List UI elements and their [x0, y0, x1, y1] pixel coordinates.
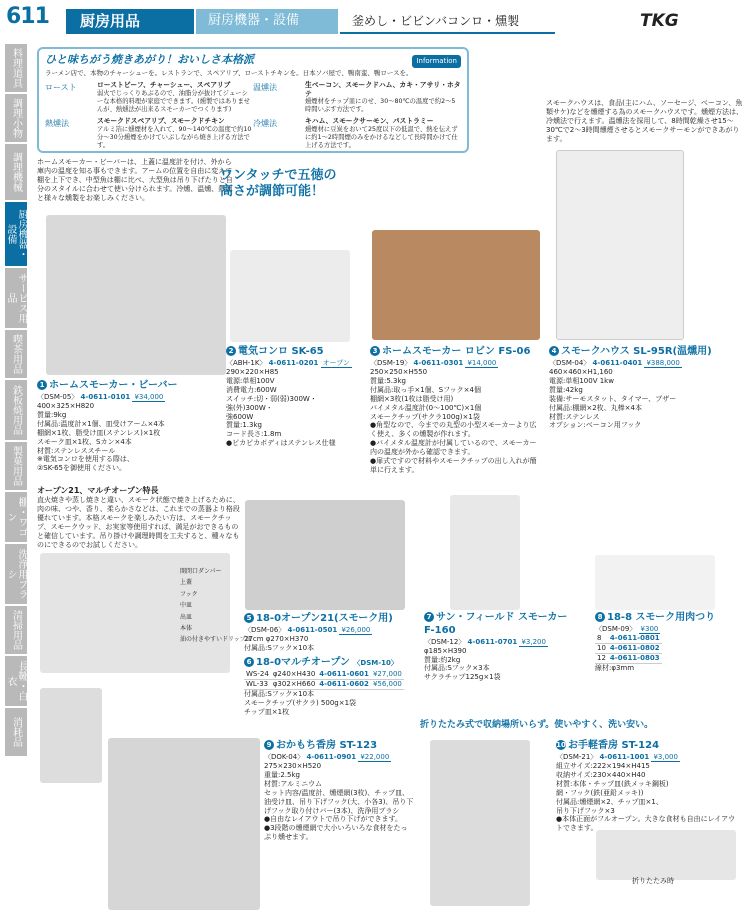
sidebar-tab[interactable]: サービス用品	[5, 268, 27, 328]
folded-label: 折りたたみ時	[632, 877, 674, 885]
product-7	[424, 612, 574, 682]
variant-row: WL-33 φ302×H660 4-0611-0602 ¥56,000	[246, 679, 402, 688]
product-code: 〈DSM-12〉 4-0611-0701 ¥3,200	[424, 637, 546, 646]
size-row: 10 4-0611-0802	[597, 643, 660, 652]
method-desc: スモークドスペアリブ、スモークドチキン アルミ箔に燻煙材を入れて、90〜140℃の温度で約10分〜30分燻煙をかけていぶしながら焼き上げる方法です。	[97, 117, 252, 150]
product-code: 〈DSM-04〉 4-0611-0401 ¥388,000	[549, 358, 680, 367]
product-specs: 460×460×H1,160 電源:単相100V 1kw 質量:42kg 装備:サーモスタット、タイマー、ブザー 付属品:棚網×2枚、丸棒×4本 材質:ステンレス オプション:ベーコン用フック	[549, 367, 677, 430]
beaver-smoker-image	[46, 215, 226, 375]
page-number: 611	[6, 4, 49, 29]
product-number: 7	[424, 612, 434, 622]
product-number: 2	[226, 346, 236, 356]
smokehouse-image	[556, 150, 684, 340]
information-badge: Information	[412, 55, 461, 68]
sidebar-tab[interactable]: 調理小物	[5, 94, 27, 142]
variant-row: WS-24 φ240×H430 4-0611-0601 ¥27,000	[246, 669, 402, 678]
brand-logo: TKG	[640, 11, 679, 31]
oven-part-labels: 開閉口ダンパー 上蓋 フック 中皿 出皿 本体 油の付きやすいドリップ皿	[180, 568, 252, 644]
product-specs: φ185×H390 質量:約2kg 付属品:Sフック×3本 サクラチップ125g×1袋	[424, 646, 501, 682]
info-title: ひと味ちがう焼きあがり！おいしさ本格派	[45, 53, 254, 66]
product-9	[264, 740, 414, 842]
folding-headline: 折りたたみ式で収納場所いらず。使いやすく、洗い安い。	[420, 720, 654, 730]
product-variants	[244, 670, 404, 690]
folded-image	[596, 830, 736, 880]
sunfield-image	[450, 495, 520, 610]
product-code: 〈DSM-09〉 ¥300	[595, 624, 659, 633]
sidebar-tab[interactable]: 消耗品	[5, 708, 27, 756]
product-code: 〈DSM-05〉 4-0611-0101 ¥34,000	[37, 392, 164, 401]
product-number: 1	[37, 380, 47, 390]
product-3	[370, 346, 542, 475]
product-specs: 線材:φ3mm	[595, 663, 635, 672]
product-10	[556, 740, 741, 833]
okamochi-small-image	[40, 688, 102, 783]
oven21-image	[245, 500, 405, 610]
method-name: ロースト	[45, 83, 77, 92]
product-specs: 290×220×H85 電源:単相100V 消費電力:600W スイッチ:切・弱(弱)300W・ 強(外)300W・ 強600W 質量:1.3kg コード長さ:1.8m ●ピカピカボディはステンレス仕様	[226, 367, 336, 448]
product-5	[244, 613, 393, 653]
oven-features-title: オープン21、マルチオープン特長	[37, 486, 159, 495]
product-8	[595, 612, 735, 673]
product-specs: 400×325×H820 質量:9kg 付属品:温度計×1個、皿受けアーム×4本 棚網×1枚、脂受け皿(ステンレス)×1枚 スモーク皿×1枚、Sカン×4本 材質:ステンレススチール ※電気コンロを使用する際は、 ②SK-65を御使用ください。	[37, 401, 165, 473]
product-number: 4	[549, 346, 559, 356]
info-intro: ラーメン店で、本物のチャーシューを。レストランで、スペアリブ、ローストチキンを。日本ソバ屋で、鴨南蛮、鴨ロースを。	[45, 69, 413, 78]
product-1	[37, 380, 178, 473]
sidebar-tab[interactable]: 鉄板焼用品	[5, 380, 27, 440]
oven-features-box	[37, 486, 243, 550]
smokehouse-intro: スモークハウスは、食品(主にハム、ソーセージ、ベーコン、魚類サケ)などを燻煙する為のスモークハウスです。燻煙方法は、冷燻法で行えます。温燻法を採用して、8時間乾燥させ15〜30℃で2〜3時間燻煙させるとスモークサーモンができあがります。	[546, 99, 743, 143]
hook-sizes	[595, 634, 662, 664]
method-desc: キハム、スモークサーモン、パストラミー 燻煙材に豆炭をおいて25度以下の低温で、熱を伝えずに約1〜2時間煙のみをかけるなどして長時間かけて仕上げる方法です。	[305, 117, 458, 150]
smoking-methods	[45, 81, 463, 150]
page-header	[0, 0, 750, 40]
sidebar-index	[5, 44, 27, 758]
product-number: 5	[244, 613, 254, 623]
product-number: 6	[244, 657, 254, 667]
method-name: 熱燻法	[45, 119, 69, 129]
product-code: 〈ABH-1K〉 4-0611-0201 オープン	[226, 358, 350, 367]
product-name: 18-0オープン21(スモーク用)	[256, 613, 393, 624]
method-name: 冷燻法	[253, 119, 277, 129]
section-title: 厨房機器・設備	[196, 9, 338, 34]
product-name: お手軽香房 ST-124	[568, 740, 660, 751]
product-name: スモークハウス SL-95R(温燻用)	[561, 346, 712, 357]
product-2	[226, 346, 352, 448]
method-desc: 生ベーコン、スモークドハム、カキ・アサリ・ホタテ 燻煙材をチップ皿にのせ、30〜80℃の温度で約2〜5時間いぶす方法です。	[305, 81, 461, 114]
product-number: 10	[556, 741, 566, 749]
product-code: 〈DSM-06〉 4-0611-0501 ¥26,000	[244, 625, 371, 634]
sidebar-tab[interactable]: 洗浄用ブラシ	[5, 544, 27, 604]
product-code: 〈DOK-04〉 4-0611-0901 ¥22,000	[264, 752, 390, 761]
sidebar-tab[interactable]: 調理機械	[5, 144, 27, 200]
subsection-title: 釜めし・ビビンバコンロ・燻製	[340, 9, 555, 34]
oven-features-text: 直火焼きや蒸し焼きと違い、スモーク状態で焼き上げるために、肉の味、つや、香り、柔らかさなどは、これまでの蒸器より格段優れています。本格スモークを楽しみたい方は、スモークチップ、スモークウッド、お実家等使用すれば、満足がおできるものと確信しています。吊り掛けや調理時間を工夫すると、種々なものにできるのでお試しください。	[37, 496, 240, 549]
product-6: 6 18-0マルチオープン 〈DSM-10〉 WS-24 φ240×H430 4-0611-0601 ¥27,000 WL-33 φ302×H660 4-0611-0602 ¥56,000 付属品:Sフック×10本 スモークチップ(サクラ) 500g×1袋 チップ皿×1枚	[244, 657, 402, 716]
beaver-intro: ホームスモーカー・ビーバーは、上蓋に温度計を付け、外から庫内の温度を知る事もできます。アームの位置を自由に変えて棚を上下でき、中型魚は棚に比べ、大型魚は吊り下げたりと自分のスタイルに合わせて使い分けられます。冷燻、温燻、熱燻と様々な燻製をお楽しみください。	[37, 158, 233, 202]
size-row: 12 4-0611-0803	[597, 653, 660, 662]
product-number: 8	[595, 612, 605, 622]
product-code: 〈DSM-21〉 4-0611-1001 ¥3,000	[556, 752, 678, 761]
sidebar-tab[interactable]: 清掃用品	[5, 606, 27, 654]
sidebar-tab[interactable]: 棚・ワゴン	[5, 492, 27, 542]
method-desc: ローストビーフ、チャーシュー、スペアリブ 弱火でじっくりあぶるので、油脂分が抜けてジューシーな本格的料理が家庭でできます。(燻製ではありませんが、熱燻法が出来るスモーカーでつくります)	[97, 81, 251, 113]
product-name: ホームスモーカー・ビーバー	[49, 380, 178, 391]
product-specs: 250×250×H550 質量:5.3kg 付属品:取っ手×1個、Sフック×4個 棚網×3枚(1枚は脂受け用) バイメタル温度計(0〜100℃)×1個 スモークチップ(サクラ100g)×1袋 ●角型なので、今までの丸型の小型スモーカーより広く使え、多くの燻製が作れます。 ●バイメタル温度計が付属しているので、スモーカー内の温度が外から確認できます。 ●扉式ですので材料やスモークチップの出し入れが簡単に行えます。	[370, 367, 537, 475]
sidebar-tab[interactable]: 長靴・白衣	[5, 656, 27, 706]
product-name: 電気コンロ SK-65	[238, 346, 324, 357]
product-specs: 27cm φ270×H370 付属品:Sフック×10本	[244, 634, 315, 652]
product-code: 〈DSM-19〉 4-0611-0301 ¥14,000	[370, 358, 497, 367]
information-box	[37, 47, 469, 153]
sidebar-tab-active[interactable]: 厨房機器・設備	[5, 202, 27, 266]
sidebar-tab[interactable]: 喫茶用品	[5, 330, 27, 378]
product-specs: 275×230×H520 重量:2.5kg 材質:アルミニウム セット内容/温度計、燻煙網(3枚)、チップ皿、油受け皿、吊り下げフック(大、小各3)、吊り下げフック取り付けバー(3本)、洗浄用ブラシ ●自由なレイアウトで吊り下げができます。 ●3段階の燻煙網で大小いろいろな食材をたっぷり燻せます。	[264, 761, 414, 842]
okamochi-image	[108, 738, 260, 910]
product-4	[549, 346, 712, 430]
product-number: 3	[370, 346, 380, 356]
product-name: サン・フィールド スモーカーF-160	[424, 612, 568, 636]
product-name: 18-0マルチオープン	[256, 657, 350, 668]
sidebar-tab[interactable]: 料理道具	[5, 44, 27, 92]
product-number: 9	[264, 740, 274, 750]
otegaru-image	[430, 740, 530, 906]
product-name: 18-8 スモーク用肉つり	[607, 612, 716, 623]
category-title: 厨房用品	[66, 9, 194, 34]
robin-smoker-image	[372, 230, 540, 340]
method-name: 温燻法	[253, 83, 277, 92]
product-specs: 組立サイズ:222×194×H415 収納サイズ:230×440×H40 材質:本体・チップ皿(鉄メッキ鋼板) 網・フック(鉄(亜鉛メッキ)) 付属品:燻煙網×2、チップ皿×1、 吊り下げフック×3 ●本体正面がフルオープン。大きな食材も自由にレイアウトできます。	[556, 761, 736, 833]
product-name: おかもち香房 ST-123	[276, 740, 378, 751]
product-name: ホームスモーカー ロビン FS-06	[382, 346, 531, 357]
size-row: 8 4-0611-0801	[597, 633, 660, 642]
hooks-image	[595, 555, 715, 610]
sidebar-tab[interactable]: 製菓用品	[5, 442, 27, 490]
headline: ワンタッチで五徳の高さが調節可能！	[220, 168, 337, 199]
product-specs: 付属品:Sフック×10本 スモークチップ(サクラ) 500g×1袋 チップ皿×1枚	[244, 689, 357, 716]
electric-stove-image	[230, 250, 350, 342]
